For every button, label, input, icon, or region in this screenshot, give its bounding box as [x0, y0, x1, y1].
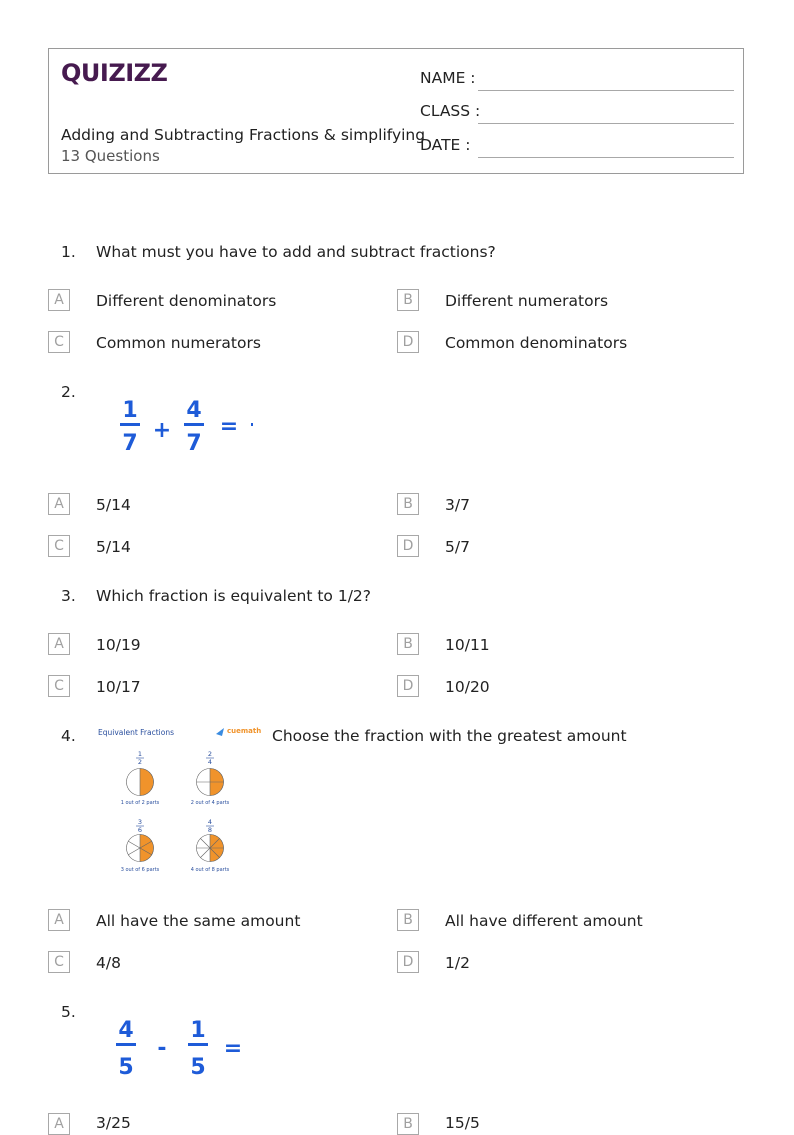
numerator-1: 4: [118, 1018, 134, 1043]
option-letter-box: C: [48, 331, 70, 353]
fraction-den: 2: [137, 758, 143, 766]
name-field[interactable]: [420, 69, 734, 91]
numerator-2: 1: [190, 1018, 206, 1043]
question-number: 5.: [61, 1003, 76, 1021]
question-text: Choose the fraction with the greatest amount: [272, 727, 627, 745]
worksheet-header: [48, 48, 744, 174]
option-text: 10/11: [445, 636, 490, 654]
rocket-icon: [216, 728, 224, 736]
option-text: Common numerators: [96, 334, 261, 352]
question-text: What must you have to add and subtract fractions?: [96, 243, 496, 261]
denominator-1: 7: [122, 431, 138, 456]
option-text: All have the same amount: [96, 912, 301, 930]
question-number: 4.: [61, 727, 76, 745]
question-number: 1.: [61, 243, 76, 261]
fraction-equation-image: [112, 392, 262, 462]
option-letter-box: C: [48, 535, 70, 557]
option-letter-box: D: [397, 675, 419, 697]
pie-caption: 4 out of 8 parts: [190, 867, 230, 873]
image-title: Equivalent Fractions: [98, 728, 174, 737]
quizizz-logo: QUIZIZZ: [61, 59, 168, 87]
pie-caption: 2 out of 4 parts: [190, 800, 230, 806]
option-letter-box: A: [48, 1113, 70, 1135]
class-field[interactable]: [420, 102, 734, 124]
option-text: Different numerators: [445, 292, 609, 310]
pie-caption: 1 out of 2 parts: [120, 800, 160, 806]
option-text: 4/8: [96, 954, 121, 972]
option-text: Different denominators: [96, 292, 277, 310]
equals-sign: =: [223, 1036, 243, 1061]
numerator-1: 1: [122, 398, 138, 423]
date-label: DATE :: [420, 136, 471, 154]
option-text: All have different amount: [445, 912, 643, 930]
option-text: 1/2: [445, 954, 470, 972]
plus-sign: +: [152, 418, 172, 443]
option-text: 10/19: [96, 636, 141, 654]
option-text: 3/7: [445, 496, 470, 514]
fraction-num: 3: [137, 818, 143, 826]
question-number: 3.: [61, 587, 76, 605]
option-letter-box: A: [48, 909, 70, 931]
option-letter-box: B: [397, 493, 419, 515]
pie-caption: 3 out of 6 parts: [120, 867, 160, 873]
fraction-equation-image: [112, 1012, 252, 1082]
option-letter-box: D: [397, 951, 419, 973]
question-text: Which fraction is equivalent to 1/2?: [96, 587, 372, 605]
option-letter-box: D: [397, 535, 419, 557]
minus-sign: -: [157, 1036, 167, 1061]
option-letter-box: C: [48, 675, 70, 697]
option-text: 3/25: [96, 1114, 131, 1132]
fraction-den: 4: [207, 758, 213, 766]
question-count: 13 Questions: [61, 147, 160, 165]
option-letter-box: A: [48, 289, 70, 311]
option-text: Common denominators: [445, 334, 628, 352]
worksheet-title: Adding and Subtracting Fractions & simplifying: [61, 126, 426, 144]
date-field[interactable]: [420, 136, 734, 158]
option-text: 5/14: [96, 496, 131, 514]
option-letter-box: A: [48, 633, 70, 655]
option-letter-box: B: [397, 633, 419, 655]
question-number: 2.: [61, 383, 76, 401]
option-letter-box: B: [397, 289, 419, 311]
option-letter-box: C: [48, 951, 70, 973]
class-line[interactable]: [478, 123, 734, 124]
numerator-2: 4: [186, 398, 202, 423]
fraction-num: 1: [137, 750, 143, 758]
option-text: 15/5: [445, 1114, 480, 1132]
option-letter-box: B: [397, 909, 419, 931]
denominator-2: 7: [186, 431, 202, 456]
class-label: CLASS :: [420, 102, 481, 120]
option-text: 5/7: [445, 538, 470, 556]
brand-name: cuemath: [227, 727, 262, 735]
equivalent-fractions-image: [96, 724, 262, 882]
option-text: 5/14: [96, 538, 131, 556]
fraction-den: 8: [207, 826, 213, 834]
fraction-num: 4: [207, 818, 213, 826]
option-letter-box: A: [48, 493, 70, 515]
option-text: 10/20: [445, 678, 490, 696]
date-line[interactable]: [478, 157, 734, 158]
fraction-num: 2: [207, 750, 213, 758]
name-label: NAME :: [420, 69, 476, 87]
option-text: 10/17: [96, 678, 141, 696]
denominator-1: 5: [118, 1055, 134, 1080]
name-line[interactable]: [478, 90, 734, 91]
option-letter-box: D: [397, 331, 419, 353]
option-letter-box: B: [397, 1113, 419, 1135]
fraction-den: 6: [137, 826, 143, 834]
equals-sign: =: [219, 414, 239, 439]
denominator-2: 5: [190, 1055, 206, 1080]
